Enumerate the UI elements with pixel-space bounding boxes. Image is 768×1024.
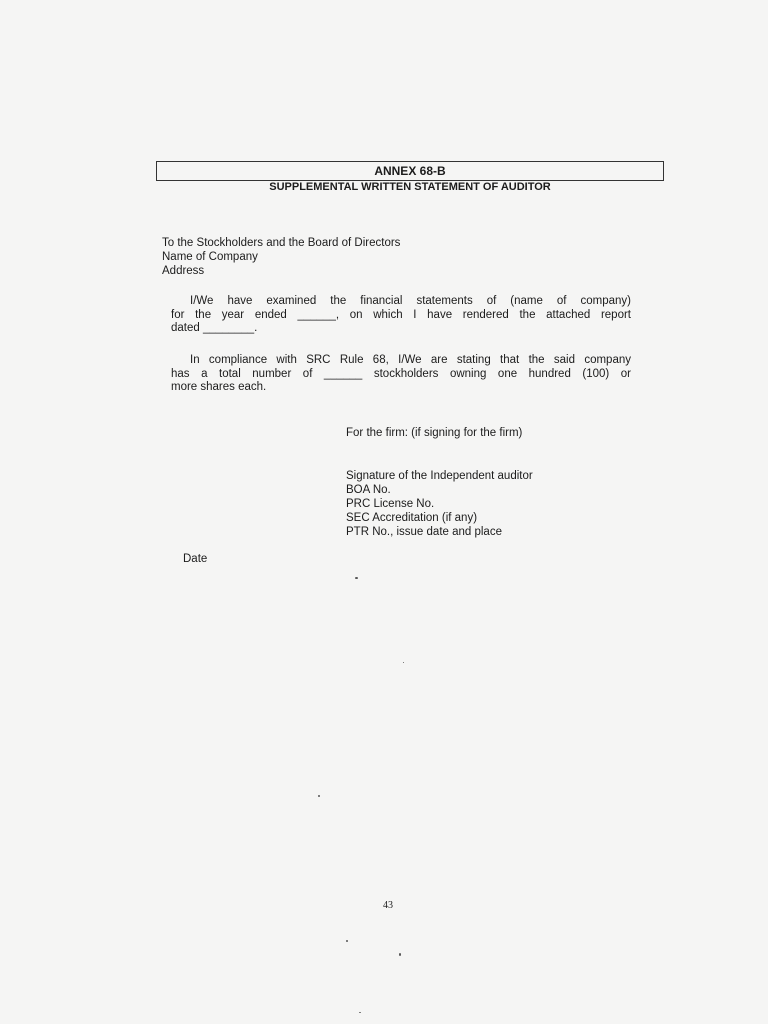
- paragraph-line: has a total number of ______ stockholders owning one hundred (100) or: [171, 367, 631, 380]
- paragraph-line: more shares each.: [171, 381, 267, 393]
- paragraph-compliance: [171, 354, 631, 395]
- sec-accreditation-line: SEC Accreditation (if any): [346, 512, 478, 524]
- paragraph-line: I/We have examined the financial statements of (name of company): [190, 295, 631, 307]
- company-name-line: Name of Company: [162, 251, 258, 263]
- document-subtitle: SUPPLEMENTAL WRITTEN STATEMENT OF AUDITOR: [269, 181, 551, 193]
- date-label: Date: [183, 553, 208, 565]
- paragraph-line: dated ________.: [171, 322, 258, 334]
- firm-line: For the firm: (if signing for the firm): [346, 427, 523, 439]
- scan-speck: [403, 662, 404, 663]
- prc-license-line: PRC License No.: [346, 498, 435, 510]
- paragraph-examination: [171, 295, 631, 336]
- scan-speck: [318, 795, 320, 797]
- boa-number-line: BOA No.: [346, 484, 391, 496]
- scan-speck: [399, 953, 401, 956]
- address-line: Address: [162, 265, 205, 277]
- signature-line: Signature of the Independent auditor: [346, 470, 533, 482]
- paragraph-line: In compliance with SRC Rule 68, I/We are stating that the said company: [190, 354, 631, 366]
- ptr-number-line: PTR No., issue date and place: [346, 526, 502, 538]
- scan-speck: [359, 1012, 361, 1013]
- annex-title: ANNEX 68-B: [156, 161, 664, 181]
- scan-speck: [346, 940, 348, 942]
- paragraph-line: for the year ended ______, on which I have rendered the attached report: [171, 308, 631, 321]
- addressee-line: To the Stockholders and the Board of Directors: [162, 237, 401, 249]
- page-number: 43: [383, 900, 393, 911]
- scan-speck: [355, 577, 358, 579]
